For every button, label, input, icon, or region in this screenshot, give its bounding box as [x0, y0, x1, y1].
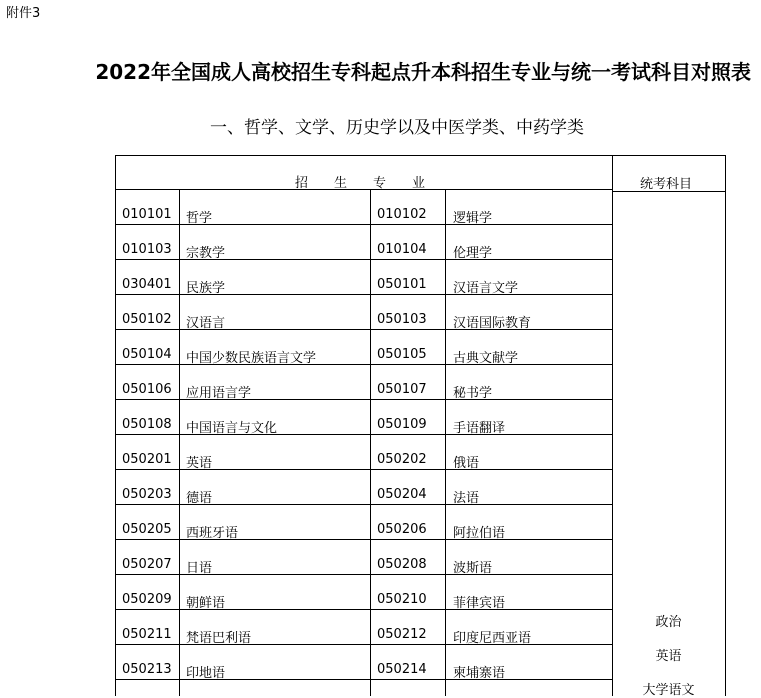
- major-code: 050107: [377, 382, 427, 397]
- major-code: 010101: [122, 207, 172, 222]
- major-name: 汉语言文学: [453, 281, 519, 296]
- subject-english: 英语: [655, 649, 682, 664]
- major-name: 民族学: [186, 281, 226, 296]
- major-code: 050104: [122, 347, 172, 362]
- major-code: 010104: [377, 242, 427, 257]
- major-name: 逻辑学: [453, 211, 493, 226]
- major-name: 手语翻译: [453, 421, 506, 436]
- major-name: 梵语巴利语: [186, 631, 252, 646]
- table-border-left: [115, 155, 116, 696]
- major-name: 波斯语: [453, 561, 493, 576]
- major-code: 050204: [377, 487, 427, 502]
- code2-divider: [445, 189, 446, 696]
- major-name: 汉语国际教育: [453, 316, 532, 331]
- major-code: 050208: [377, 557, 427, 572]
- major-name: 朝鲜语: [186, 596, 226, 611]
- major-name: 德语: [186, 491, 213, 506]
- section-subtitle: 一、哲学、文学、历史学以及中医学类、中药学类: [210, 118, 584, 138]
- major-name: 中国语言与文化: [186, 421, 278, 436]
- major-code: 050106: [122, 382, 172, 397]
- subject-chinese: 大学语文: [642, 683, 695, 698]
- major-code: 050205: [122, 522, 172, 537]
- major-name: 古典文献学: [453, 351, 519, 366]
- major-name: 哲学: [186, 211, 213, 226]
- major-name: 菲律宾语: [453, 596, 506, 611]
- major-name: 秘书学: [453, 386, 493, 401]
- major-code: 050109: [377, 417, 427, 432]
- code1-divider: [179, 189, 180, 696]
- major-code: 030401: [122, 277, 172, 292]
- major-name: 日语: [186, 561, 213, 576]
- name1-divider: [370, 189, 371, 696]
- major-name: 伦理学: [453, 246, 493, 261]
- major-code: 050103: [377, 312, 427, 327]
- major-code: 010103: [122, 242, 172, 257]
- major-name: 俄语: [453, 456, 480, 471]
- major-code: 050214: [377, 662, 427, 677]
- major-code: 050108: [122, 417, 172, 432]
- major-code: 050207: [122, 557, 172, 572]
- major-code: 050105: [377, 347, 427, 362]
- table-border-right: [725, 155, 726, 696]
- major-code: 050212: [377, 627, 427, 642]
- major-name: 印地语: [186, 666, 226, 681]
- header-major: 招 生 专 业: [295, 176, 426, 191]
- major-code: 050213: [122, 662, 172, 677]
- table-border-top: [115, 155, 725, 156]
- major-name: 柬埔寨语: [453, 666, 506, 681]
- major-code: 050206: [377, 522, 427, 537]
- major-name: 宗教学: [186, 246, 226, 261]
- header-subjects: 统考科目: [640, 177, 693, 192]
- major-name: 中国少数民族语言文学: [186, 351, 317, 366]
- major-code: 050101: [377, 277, 427, 292]
- major-code: 050102: [122, 312, 172, 327]
- major-name: 英语: [186, 456, 213, 471]
- major-name: 汉语言: [186, 316, 226, 331]
- major-name: 法语: [453, 491, 480, 506]
- major-name: 应用语言学: [186, 386, 252, 401]
- subject-politics: 政治: [655, 615, 682, 630]
- major-name: 西班牙语: [186, 526, 239, 541]
- document-title: 2022年全国成人高校招生专科起点升本科招生专业与统一考试科目对照表: [95, 60, 751, 84]
- major-code: 010102: [377, 207, 427, 222]
- major-code: 050203: [122, 487, 172, 502]
- major-name: 阿拉伯语: [453, 526, 506, 541]
- major-code: 050202: [377, 452, 427, 467]
- major-code: 050201: [122, 452, 172, 467]
- major-code: 050211: [122, 627, 172, 642]
- annex-label: 附件3: [6, 6, 41, 21]
- major-code: 050209: [122, 592, 172, 607]
- major-name: 印度尼西亚语: [453, 631, 532, 646]
- major-code: 050210: [377, 592, 427, 607]
